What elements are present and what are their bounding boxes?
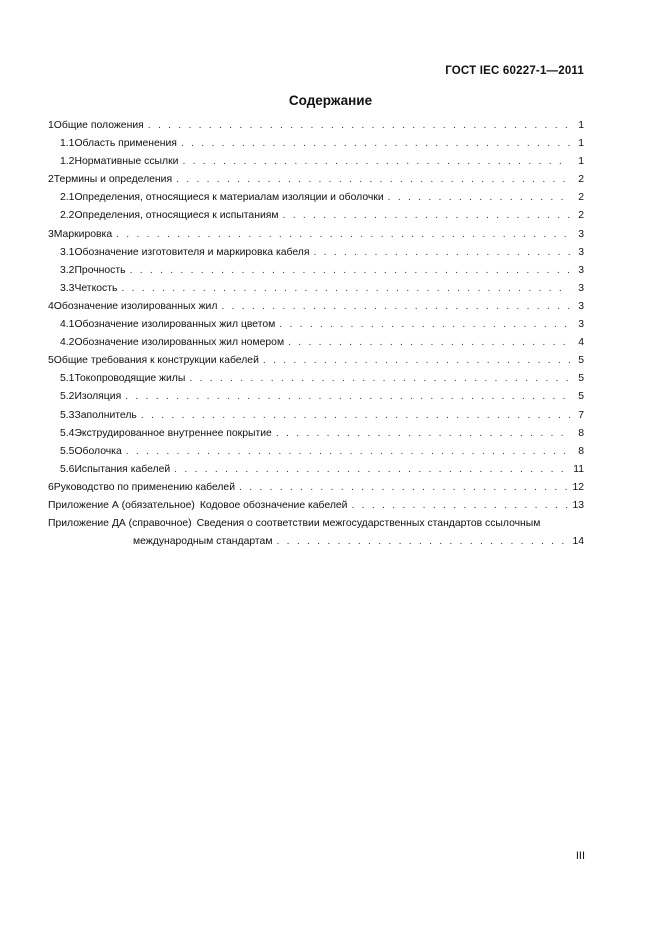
toc-entry[interactable] [48, 247, 584, 265]
toc-annex-entry[interactable] [48, 518, 584, 536]
toc-label: Область применения [74, 138, 177, 150]
toc-label: Общие положения [53, 120, 144, 131]
toc-label: Прочность [74, 264, 126, 276]
leader-dots [351, 500, 568, 511]
toc-label: Обозначение изолированных жил [53, 300, 218, 312]
leader-dots [148, 120, 570, 131]
toc-page: 5 [578, 391, 584, 403]
leader-dots [221, 301, 570, 312]
toc-page: 3 [578, 282, 584, 294]
toc-label: Токопроводящие жилы [74, 373, 186, 385]
toc-page: 2 [578, 192, 584, 204]
toc-entry[interactable] [48, 156, 584, 174]
toc-entry[interactable] [48, 446, 584, 464]
toc-number: 1.1 [60, 138, 75, 150]
toc-page: 11 [573, 463, 584, 475]
leader-dots [276, 428, 570, 439]
leader-dots [141, 410, 570, 421]
toc-page: 3 [578, 300, 584, 312]
toc-number: 5.6 [60, 463, 75, 475]
annex-label: Сведения о соответствии межгосударственных стандартов ссылочным [196, 518, 541, 530]
toc-label: Определения, относящиеся к испытаниям [74, 210, 279, 222]
leader-dots [288, 337, 570, 348]
toc-entry[interactable] [48, 192, 584, 210]
toc-page: 1 [578, 138, 584, 150]
page-number: III [575, 850, 585, 862]
toc-entry[interactable] [48, 210, 584, 228]
leader-dots [276, 536, 568, 547]
toc-label: Оболочка [74, 445, 122, 457]
toc-page: 12 [572, 481, 584, 493]
toc-label: Обозначение изолированных жил цветом [74, 319, 276, 331]
toc-entry[interactable] [48, 138, 584, 156]
toc-page: 3 [578, 228, 584, 240]
toc-label: Нормативные ссылки [74, 156, 179, 168]
toc-entry[interactable] [48, 229, 584, 247]
toc-page: 3 [578, 264, 584, 276]
toc-entry[interactable] [48, 319, 584, 337]
toc-entry[interactable] [48, 373, 584, 391]
toc-entry[interactable] [48, 283, 584, 301]
toc-label: Экструдированное внутреннее покрытие [74, 427, 272, 439]
toc-page: 8 [578, 445, 584, 457]
annex-label-continuation: международным стандартам [133, 536, 273, 548]
leader-dots [125, 391, 570, 402]
toc-annex-continuation[interactable] [48, 536, 584, 554]
leader-dots [176, 174, 570, 185]
page-title: Содержание [288, 93, 373, 108]
toc-entry[interactable] [48, 464, 584, 482]
leader-dots [121, 283, 570, 294]
toc-label: Руководство по применению кабелей [53, 481, 236, 493]
toc-page: 2 [578, 210, 584, 222]
toc-label: Обозначение изолированных жил номером [74, 337, 285, 349]
toc-entry[interactable] [48, 482, 584, 500]
toc-label: Испытания кабелей [74, 463, 171, 475]
toc-label: Изоляция [74, 391, 122, 403]
leader-dots [263, 355, 570, 366]
toc-number: 5.5 [60, 445, 75, 457]
toc-entry[interactable] [48, 410, 584, 428]
toc-entry[interactable] [48, 428, 584, 446]
leader-dots [182, 156, 570, 167]
toc-entry[interactable] [48, 265, 584, 283]
toc-label: Заполнитель [74, 409, 137, 421]
toc-page: 13 [572, 499, 584, 511]
toc-number: 3.3 [60, 282, 75, 294]
leader-dots [283, 210, 570, 221]
toc-label: Обозначение изготовителя и маркировка кабеля [74, 246, 310, 258]
toc-number: 3 [48, 228, 54, 240]
toc-page: 4 [578, 337, 584, 349]
toc-number: 4.1 [60, 319, 75, 331]
toc-page: 3 [578, 319, 584, 331]
annex-prefix: Приложение ДА (справочное) [48, 518, 192, 530]
toc-label: Четкость [74, 282, 118, 294]
toc-entry[interactable] [48, 355, 584, 373]
toc-page: 8 [578, 427, 584, 439]
toc-number: 5.4 [60, 427, 75, 439]
toc-entry[interactable] [48, 337, 584, 355]
toc-number: 3.1 [60, 246, 75, 258]
toc-number: 4.2 [60, 337, 75, 349]
toc-page: 5 [578, 355, 584, 367]
toc-number: 5.1 [60, 373, 75, 385]
toc-label: Термины и определения [53, 174, 173, 186]
toc-number: 5.3 [60, 409, 75, 421]
toc-entry[interactable] [48, 174, 584, 192]
toc-number: 2.1 [60, 192, 75, 204]
toc-page: 2 [578, 174, 584, 186]
toc-number: 3.2 [60, 264, 75, 276]
leader-dots [181, 138, 570, 149]
leader-dots [279, 319, 570, 330]
toc-entry[interactable] [48, 391, 584, 409]
toc-number: 4 [48, 300, 54, 312]
toc-number: 1 [48, 120, 54, 131]
toc-page: 1 [578, 120, 584, 131]
toc-number: 1.2 [60, 156, 75, 168]
toc-page: 7 [578, 409, 584, 421]
leader-dots [189, 373, 570, 384]
toc-number: 5 [48, 355, 54, 367]
toc-label: Общие требования к конструкции кабелей [53, 355, 259, 367]
leader-dots [174, 464, 569, 475]
toc-number: 5.2 [60, 391, 75, 403]
toc-entry[interactable] [48, 301, 584, 319]
leader-dots [116, 229, 570, 240]
toc-number: 2 [48, 174, 54, 186]
toc-page: 3 [578, 246, 584, 258]
leader-dots [313, 247, 570, 258]
toc-number: 2.2 [60, 210, 75, 222]
annex-prefix: Приложение А (обязательное) [48, 499, 195, 511]
leader-dots [126, 446, 570, 457]
toc-annex-entry[interactable] [48, 500, 584, 518]
toc-page: 5 [578, 373, 584, 385]
toc-entry[interactable] [48, 120, 584, 138]
leader-dots [239, 482, 568, 493]
leader-dots [388, 192, 570, 203]
toc-page: 14 [572, 536, 584, 548]
toc-label: Определения, относящиеся к материалам изоляции и оболочки [74, 192, 384, 204]
standard-designation: ГОСТ IEC 60227-1—2011 [445, 65, 584, 77]
leader-dots [130, 265, 570, 276]
table-of-contents [48, 120, 584, 554]
toc-label: Маркировка [53, 228, 113, 240]
annex-label: Кодовое обозначение кабелей [199, 499, 348, 511]
toc-page: 1 [578, 156, 584, 168]
toc-number: 6 [48, 481, 54, 493]
